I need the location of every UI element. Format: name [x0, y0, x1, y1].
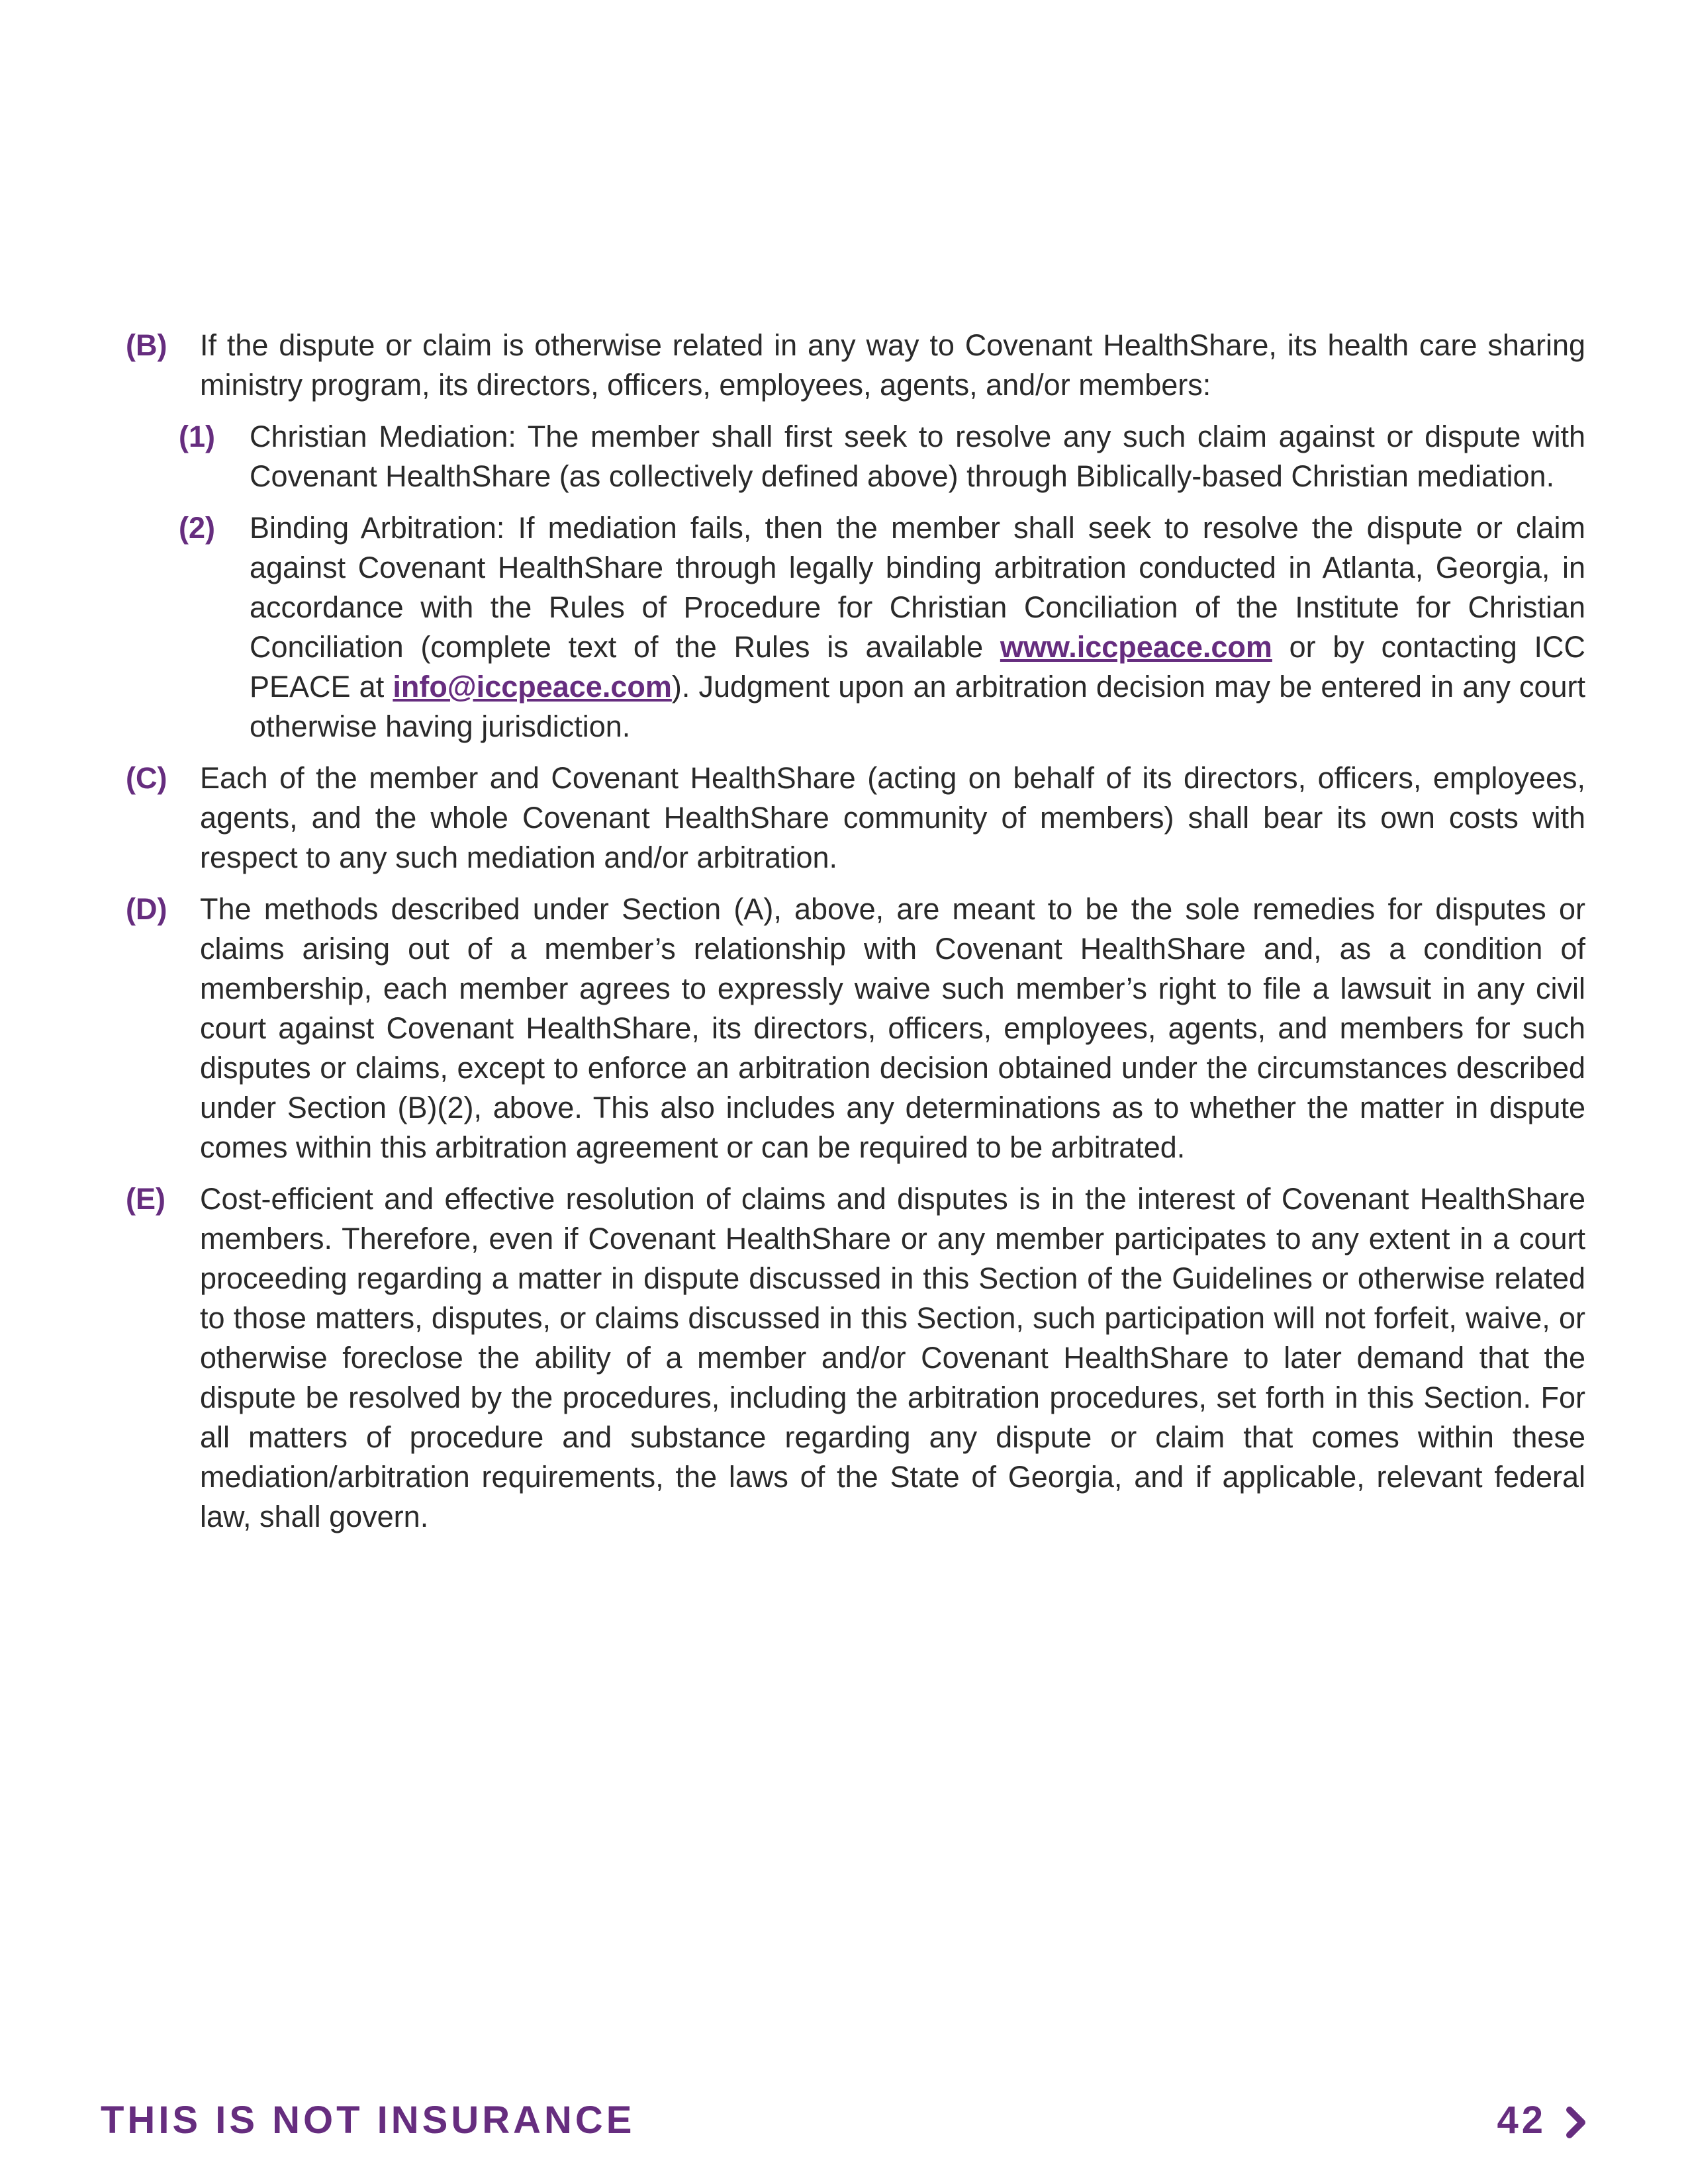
section-c [126, 758, 1585, 878]
section-e [126, 1179, 1585, 1537]
section-b-2-marker: (2) [179, 511, 215, 545]
section-b-2-text-part1: Binding Arbitration: If mediation fails, then the member shall seek to resolve the dispute or claim against Covenant HealthShare through legally binding arbitration conducted in Atlanta, Georgia, in accordance with the Rules of Procedure for Christian Conciliation of the Institute for Christian Conciliation (complete text of the Rules is available [250, 511, 1585, 664]
page-footer [101, 2098, 1587, 2151]
section-b-1-text: Christian Mediation: The member shall first seek to resolve any such claim against or dispute with Covenant HealthShare (as collectively defined above) through Biblically-based Christian mediation. [250, 420, 1585, 493]
chevron-right-icon[interactable] [1565, 2104, 1587, 2137]
section-c-marker: (C) [126, 761, 167, 795]
section-d-text: The methods described under Section (A), above, are meant to be the sole remedies for disputes or claims arising out of a member’s relationship with Covenant HealthShare and, as a condition of membership, each member agrees to expressly waive such member’s right to file a lawsuit in any civil court against Covenant HealthShare, its directors, officers, employees, agents, and members for such disputes or claims, except to enforce an arbitration decision obtained under the circumstances described under Section (B)(2), above. This also includes any determinations as to whether the matter in dispute comes within this arbitration agreement or can be required to be arbitrated. [200, 892, 1585, 1164]
section-b-1 [126, 417, 1585, 496]
iccpeace-website-link[interactable]: www.iccpeace.com [1000, 630, 1272, 664]
section-d [126, 889, 1585, 1167]
section-c-text: Each of the member and Covenant HealthShare (acting on behalf of its directors, officers, employees, agents, and the whole Covenant HealthShare community of members) shall bear its own costs with respect to any such mediation and/or arbitration. [200, 761, 1585, 874]
page-number: 42 [1497, 2099, 1546, 2142]
document-body [126, 326, 1585, 1549]
section-b-1-marker: (1) [179, 420, 215, 453]
section-b-marker: (B) [126, 328, 167, 362]
page-navigation [1497, 2098, 1587, 2142]
section-b-text: If the dispute or claim is otherwise related in any way to Covenant HealthShare, its health care sharing ministry program, its directors, officers, employees, agents, and/or members: [200, 328, 1585, 402]
not-insurance-disclaimer: THIS IS NOT INSURANCE [101, 2099, 635, 2142]
section-e-marker: (E) [126, 1182, 165, 1216]
section-b-2 [126, 508, 1585, 747]
section-b [126, 326, 1585, 747]
section-d-marker: (D) [126, 892, 167, 926]
section-b-2-text-part3: ). Judgment upon an arbitration decision may be entered in any court otherwise having jurisdiction. [250, 670, 1585, 743]
section-e-text: Cost-efficient and effective resolution of claims and disputes is in the interest of Covenant HealthShare members. Therefore, even if Covenant HealthShare or any member participates to any extent in a court proceeding regarding a matter in dispute discussed in this Section of the Guidelines or otherwise related to those matters, disputes, or claims discussed in this Section, such participation will not forfeit, waive, or otherwise foreclose the ability of a member and/or Covenant HealthShare to later demand that the dispute be resolved by the procedures, including the arbitration procedures, set forth in this Section. For all matters of procedure and substance regarding any dispute or claim that comes within these mediation/arbitration requirements, the laws of the State of Georgia, and if applicable, relevant federal law, shall govern. [200, 1182, 1585, 1533]
section-b-2-text-part2: or by contacting ICC PEACE at [250, 630, 1585, 704]
iccpeace-email-link[interactable]: info@iccpeace.com [393, 670, 672, 704]
